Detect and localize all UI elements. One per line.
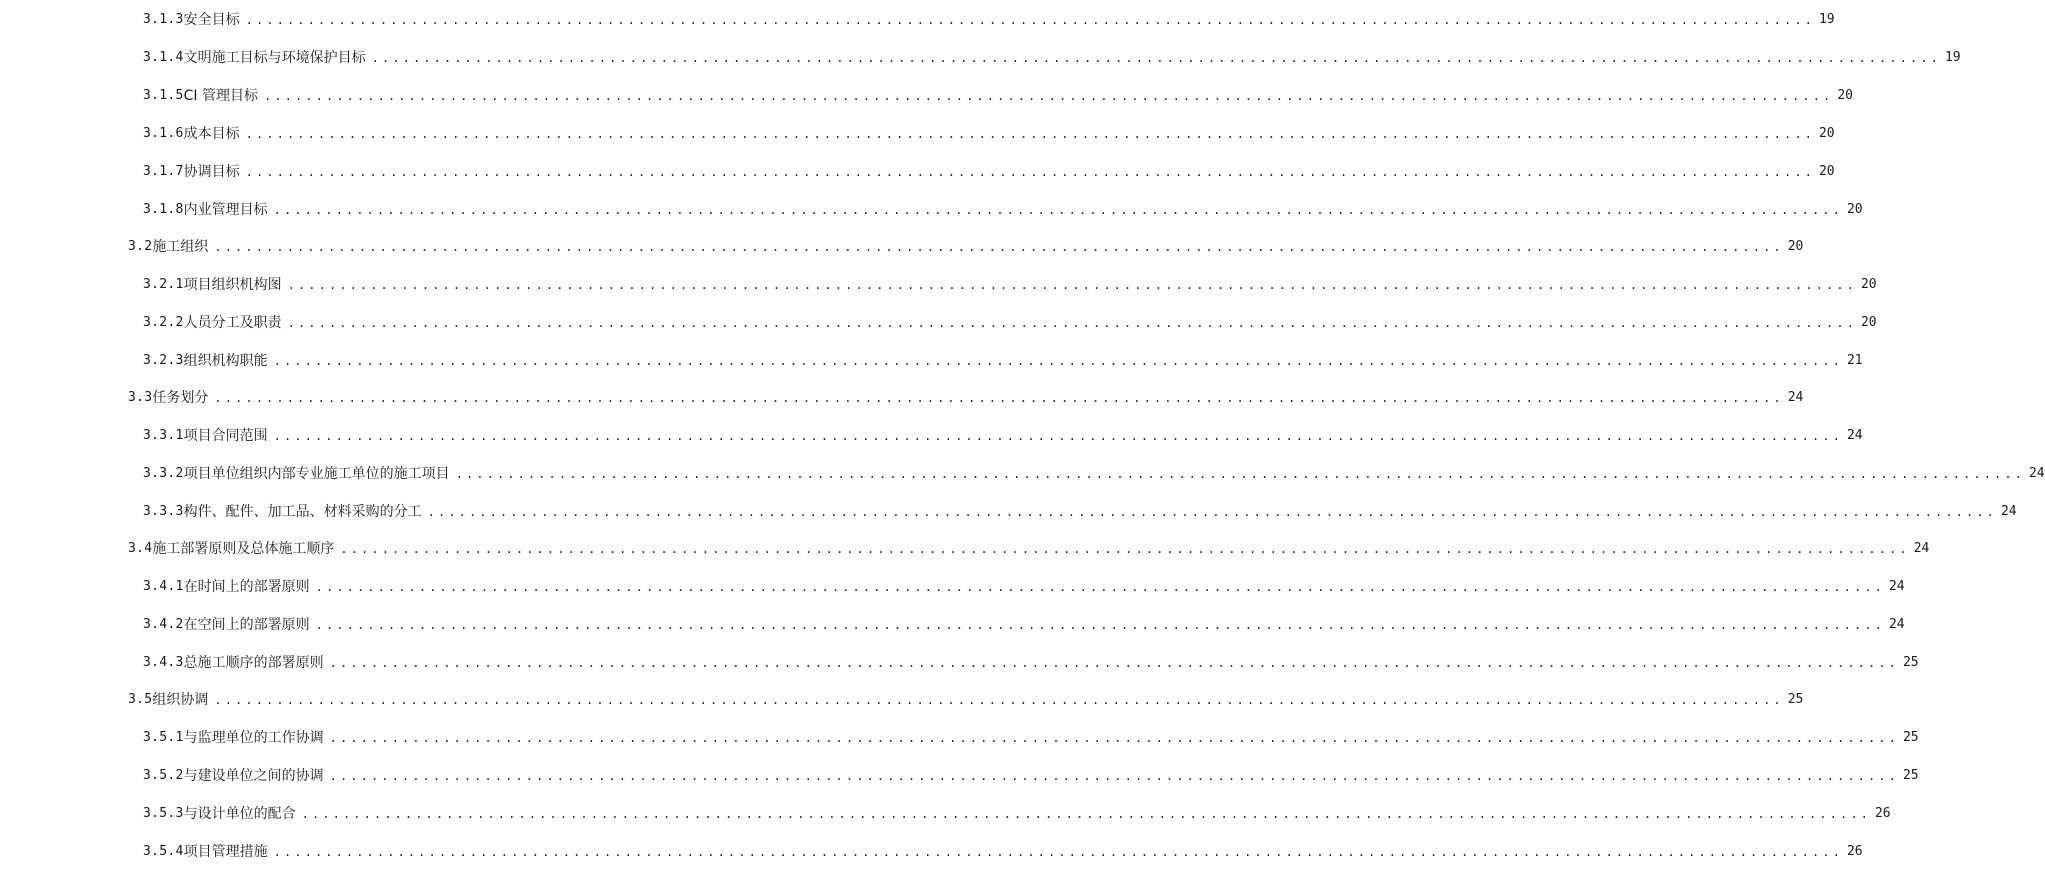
toc-leader-dots: ........................................................................................................................................................ [245,165,1815,179]
toc-entry-3-1-4[interactable] [143,46,1961,70]
toc-entry-page: 20 [1818,164,1835,179]
toc-entry-page: 19 [1944,50,1961,65]
toc-entry-page: 24 [1913,541,1930,556]
toc-leader-dots: ........................................................................................................................................................ [273,845,1843,859]
toc-entry-title: 项目管理措施 [183,844,268,860]
toc-entry-page: 25 [1787,692,1804,707]
toc-leader-dots: ........................................................................................................................................................ [340,542,1910,556]
toc-entry-number: 3.5.2 [143,768,184,783]
toc-entry-title: 项目单位组织内部专业施工单位的施工项目 [183,466,450,482]
toc-entry-title: 与监理单位的工作协调 [183,730,324,746]
toc-entry-title: 文明施工目标与环境保护目标 [183,50,366,66]
toc-leader-dots: ........................................................................................................................................................ [273,429,1843,443]
toc-entry-page: 24 [2000,504,2017,519]
toc-entry-3-5-3[interactable] [143,802,1891,826]
toc-entry-page: 20 [1860,315,1877,330]
toc-entry-title: 总施工顺序的部署原则 [183,655,324,671]
toc-leader-dots: ........................................................................................................................................................ [329,656,1899,670]
toc-entry-3-1-7[interactable] [143,160,1835,184]
toc-entry-title: 项目合同范围 [183,428,268,444]
toc-entry-number: 3.1.5 [143,88,184,103]
toc-leader-dots: ........................................................................................................................................................ [245,127,1815,141]
toc-leader-dots: ........................................................................................................................................................ [264,89,1834,103]
toc-entry-3-3-2[interactable] [143,462,2045,486]
toc-entry-3-1-5[interactable] [143,84,1853,108]
toc-entry-number: 3.3.2 [143,466,184,481]
toc-entry-page: 20 [1860,277,1877,292]
toc-entry-3-1-6[interactable] [143,122,1835,146]
toc-entry-title: 成本目标 [183,126,240,142]
toc-leader-dots: ........................................................................................................................................................ [329,731,1899,745]
toc-entry-title: 施工组织 [152,239,209,255]
toc-entry-number: 3.1.3 [143,12,184,27]
toc-entry-number: 3.5.1 [143,730,184,745]
toc-entry-number: 3.1.4 [143,50,184,65]
toc-entry-3-4-1[interactable] [143,575,1905,599]
toc-leader-dots: ........................................................................................................................................................ [371,51,1941,65]
toc-entry-page: 25 [1902,655,1919,670]
toc-leader-dots: ........................................................................................................................................................ [273,354,1843,368]
toc-entry-title: 人员分工及职责 [183,315,282,331]
toc-entry-page: 25 [1902,730,1919,745]
toc-entry-page: 24 [1787,390,1804,405]
toc-entry-title: 组织机构职能 [183,353,268,369]
toc-leader-dots: ........................................................................................................................................................ [214,693,1784,707]
toc-entry-title: 内业管理目标 [183,202,268,218]
toc-leader-dots: ........................................................................................................................................................ [427,505,1997,519]
toc-entry-page: 20 [1787,239,1804,254]
toc-entry-3-3-3[interactable] [143,500,2017,524]
toc-entry-number: 3.4.3 [143,655,184,670]
toc-entry-3-4-3[interactable] [143,651,1919,675]
toc-entry-number: 3.1.8 [143,202,184,217]
toc-leader-dots: ........................................................................................................................................................ [214,240,1784,254]
toc-entry-title: 在时间上的部署原则 [183,579,310,595]
toc-entry-number: 3.4.2 [143,617,184,632]
toc-leader-dots: ........................................................................................................................................................ [329,769,1899,783]
toc-entry-number: 3.3.1 [143,428,184,443]
toc-entry-page: 24 [1846,428,1863,443]
toc-entry-title: 施工部署原则及总体施工顺序 [152,541,335,557]
toc-entry-page: 20 [1846,202,1863,217]
toc-entry-page: 20 [1818,126,1835,141]
toc-leader-dots: ........................................................................................................................................................ [455,467,2025,481]
toc-entry-3-5-2[interactable] [143,764,1919,788]
toc-entry-3-2[interactable] [128,235,1804,259]
toc-entry-number: 3.2 [128,239,153,254]
toc-leader-dots: ........................................................................................................................................................ [273,203,1843,217]
toc-entry-3-5-1[interactable] [143,726,1919,750]
toc-entry-number: 3.4 [128,541,153,556]
toc-entry-title: 在空间上的部署原则 [183,617,310,633]
toc-entry-3-3-1[interactable] [143,424,1863,448]
toc-entry-number: 3.2.1 [143,277,184,292]
toc-entry-page: 26 [1874,806,1891,821]
toc-entry-page: 24 [2028,466,2045,481]
toc-entry-number: 3.5 [128,692,153,707]
toc-entry-number: 3.5.3 [143,806,184,821]
toc-entry-3-4-2[interactable] [143,613,1905,637]
toc-entry-title: 与设计单位的配合 [183,806,296,822]
toc-leader-dots: ........................................................................................................................................................ [315,580,1885,594]
toc-entry-page: 26 [1846,844,1863,859]
toc-entry-title: 组织协调 [152,692,209,708]
toc-entry-number: 3.1.6 [143,126,184,141]
toc-entry-3-3[interactable] [128,386,1804,410]
toc-entry-3-2-2[interactable] [143,311,1877,335]
toc-entry-page: 25 [1902,768,1919,783]
toc-leader-dots: ........................................................................................................................................................ [301,807,1871,821]
toc-entry-3-5[interactable] [128,688,1804,712]
toc-entry-number: 3.4.1 [143,579,184,594]
toc-leader-dots: ........................................................................................................................................................ [315,618,1885,632]
toc-entry-page: 19 [1818,12,1835,27]
toc-leader-dots: ........................................................................................................................................................ [214,391,1784,405]
toc-entry-title: 安全目标 [183,12,240,28]
toc-entry-title: 任务划分 [152,390,209,406]
toc-entry-page: 24 [1888,617,1905,632]
toc-entry-number: 3.2.2 [143,315,184,330]
toc-entry-title: 协调目标 [183,164,240,180]
toc-entry-number: 3.2.3 [143,353,184,368]
toc-entry-3-1-3[interactable] [143,8,1835,32]
toc-leader-dots: ........................................................................................................................................................ [287,278,1857,292]
toc-entry-title: 项目组织机构图 [183,277,282,293]
toc-entry-number: 3.3 [128,390,153,405]
toc-entry-title: 构件、配件、加工品、材料采购的分工 [183,504,422,520]
toc-entry-page: 20 [1837,88,1853,103]
toc-entry-3-2-3[interactable] [143,349,1863,373]
toc-entry-number: 3.1.7 [143,164,184,179]
toc-entry-3-4[interactable] [128,537,1930,561]
toc-entry-page: 24 [1888,579,1905,594]
toc-entry-3-2-1[interactable] [143,273,1877,297]
toc-entry-page: 21 [1846,353,1863,368]
toc-leader-dots: ........................................................................................................................................................ [287,316,1857,330]
toc-entry-title: CI 管理目标 [183,88,258,104]
toc-entry-3-1-8[interactable] [143,198,1863,222]
toc-leader-dots: ........................................................................................................................................................ [245,13,1815,27]
toc-entry-3-5-4[interactable] [143,840,1863,864]
toc-entry-number: 3.3.3 [143,504,184,519]
toc-entry-number: 3.5.4 [143,844,184,859]
toc-entry-title: 与建设单位之间的协调 [183,768,324,784]
